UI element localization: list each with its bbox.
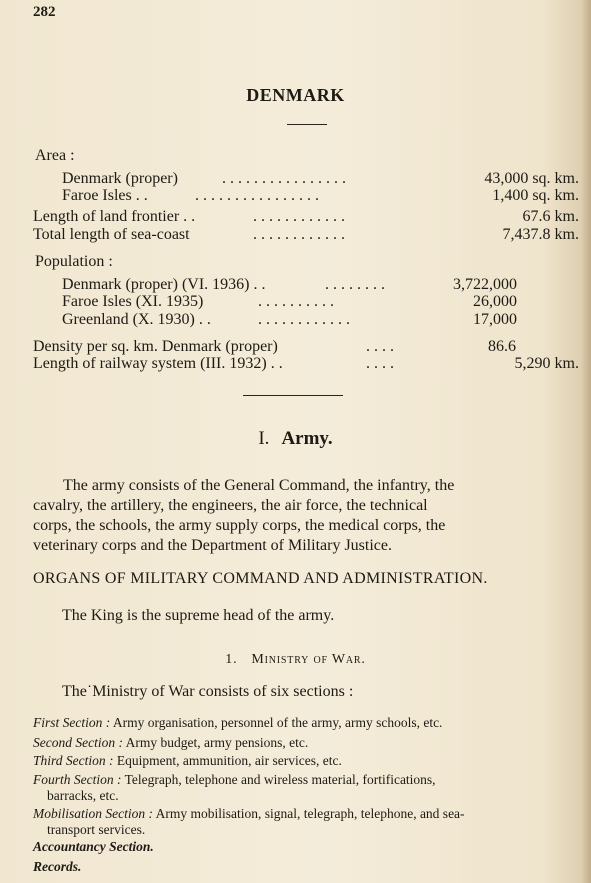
area-label: Area : [35, 147, 75, 164]
pop-row-faroe-value: 26,000 [473, 293, 517, 310]
density-value: 86.6 [488, 338, 516, 355]
ministry-heading-number: 1. [225, 652, 238, 667]
army-heading-text: Army. [281, 428, 333, 449]
area-row-denmark-value: 43,000 sq. km. [484, 170, 579, 187]
section-text-continued: transport services. [47, 822, 146, 837]
pop-row-faroe-dots: . . . . . . . . . . [258, 293, 334, 310]
population-label: Population : [35, 253, 113, 270]
ministry-heading-text: Ministry of War. [251, 652, 366, 667]
pop-row-denmark-value: 3,722,000 [453, 276, 517, 293]
army-paragraph-line: corps, the schools, the army supply corps, the medical corps, the [33, 517, 446, 534]
pop-row-greenland-label: Greenland (X. 1930) . . [62, 311, 211, 328]
title-divider [287, 124, 327, 125]
ministry-intro: The˙Ministry of War consists of six sections : [62, 683, 354, 700]
section-label: Fourth Section : [33, 772, 122, 787]
pop-row-faroe-label: Faroe Isles (XI. 1935) [62, 293, 204, 310]
coast-label: Total length of sea-coast [33, 226, 190, 243]
section-text: Telegraph, telephone and wireless material, fortifications, [124, 772, 436, 787]
section-text: Army organisation, personnel of the army, army schools, etc. [112, 715, 443, 730]
army-paragraph-line: The army consists of the General Command, the infantry, the [63, 477, 455, 494]
section-label: Second Section : [33, 735, 123, 750]
railway-label: Length of railway system (III. 1932) . . [33, 355, 283, 372]
coast-dots: . . . . . . . . . . . . [253, 226, 345, 243]
frontier-dots: . . . . . . . . . . . . [253, 208, 345, 225]
pop-row-denmark-label: Denmark (proper) (VI. 1936) . . [62, 276, 266, 293]
pop-row-denmark-dots: . . . . . . . . [325, 276, 385, 293]
army-paragraph-line: veterinary corps and the Department of Military Justice. [33, 537, 392, 554]
frontier-label: Length of land frontier . . [33, 208, 196, 225]
page-number: 282 [33, 4, 56, 20]
section-text: Equipment, ammunition, air services, etc. [116, 753, 342, 768]
army-paragraph [33, 476, 579, 556]
section-item [33, 772, 581, 804]
page-title: DENMARK [246, 85, 345, 105]
army-paragraph-line: cavalry, the artillery, the engineers, the air force, the technical [33, 497, 428, 514]
area-row-denmark-label: Denmark (proper) [62, 170, 178, 187]
section-text: Army mobilisation, signal, telegraph, telephone, and sea- [155, 806, 465, 821]
king-statement: The King is the supreme head of the army. [62, 607, 335, 624]
stats-divider [243, 395, 343, 396]
section-label: Mobilisation Section : [33, 806, 153, 821]
coast-value: 7,437.8 km. [502, 226, 579, 243]
section-item [33, 735, 581, 751]
section-item [33, 806, 581, 838]
frontier-value: 67.6 km. [522, 208, 579, 225]
section-label: First Section : [33, 715, 111, 730]
section-label: Third Section : [33, 753, 114, 768]
railway-dots: . . . . [366, 355, 394, 372]
area-row-denmark-dots: . . . . . . . . . . . . . . . . [222, 170, 346, 187]
organs-heading: ORGANS OF MILITARY COMMAND AND ADMINISTRATION. [33, 570, 488, 587]
area-row-faroe-dots: . . . . . . . . . . . . . . . . [195, 187, 319, 204]
area-row-faroe-value: 1,400 sq. km. [492, 187, 579, 204]
records-section: Records. [33, 859, 82, 874]
pop-row-greenland-dots: . . . . . . . . . . . . [258, 311, 350, 328]
ministry-heading [0, 652, 591, 668]
area-row-faroe-label: Faroe Isles . . [62, 187, 148, 204]
army-heading [0, 428, 591, 450]
section-text-continued: barracks, etc. [47, 788, 119, 803]
army-heading-number: I. [258, 428, 270, 449]
accountancy-section: Accountancy Section. [33, 839, 154, 854]
density-label: Density per sq. km. Denmark (proper) [33, 338, 278, 355]
pop-row-greenland-value: 17,000 [473, 311, 517, 328]
section-item [33, 715, 581, 731]
railway-value: 5,290 km. [514, 355, 579, 372]
section-item [33, 753, 581, 769]
density-dots: . . . . [366, 338, 394, 355]
section-text: Army budget, army pensions, etc. [125, 735, 309, 750]
